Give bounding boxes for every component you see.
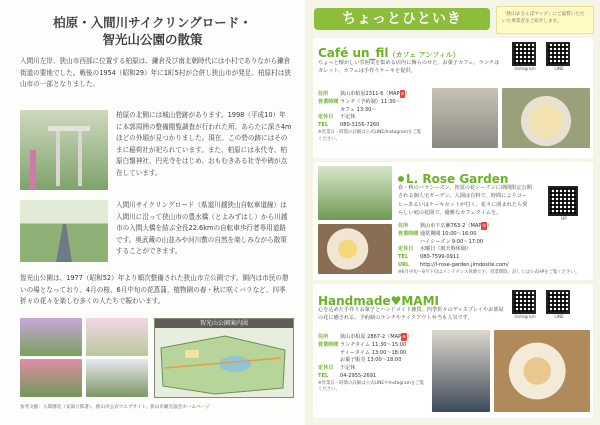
cake-set-photo	[318, 224, 392, 274]
banner-text: ちょっとひといき	[342, 11, 462, 27]
park-map	[154, 318, 294, 398]
section-banner	[314, 8, 490, 30]
shop-name: L. Rose Garden	[398, 168, 508, 187]
qr-line[interactable]: LINE	[546, 42, 572, 71]
park-photo	[86, 359, 148, 397]
lunch-plate-photo	[494, 330, 590, 412]
qr-instagram[interactable]: Instagram	[512, 42, 538, 71]
cherry-photo	[86, 318, 148, 356]
title-line-1: 柏原・入間川サイクリングロード・	[53, 15, 252, 30]
garden-photo	[318, 166, 392, 220]
page-title	[10, 14, 295, 48]
galette-photo	[502, 88, 590, 148]
references: 参考文献：入間郡史（安部立郎著）、狭山市公式ウエブサイト、狭山市観光協会ホームページ	[20, 405, 210, 410]
park-paragraph: 智光山公園は、1977（昭和52）年より順次整備された狭山市立公園です。園内は市民の憩いの場となっており、4月の桜、6月中旬の花菖蒲、植物園の春・秋に咲くバラなど、四季折々の花々を楽しむ多くの人たちで賑わいます。	[20, 274, 289, 306]
shop-front-photo	[432, 330, 490, 412]
castle-paragraph: 柏原の北側には城山砦跡があります。1998（平成10）年に本郭周囲の整備閲覧調査が行われた所、あらたに深さ4mほどの外堀が見つかりました。現在、この砦の跡にはそのまに稲荷社が祀られています。また、柏原には永代寺、柏原白鬚神社、円光寺をはじめ、おもむきある社寺や碑が点在しています。	[116, 111, 292, 177]
qr-line[interactable]: LINE	[546, 290, 572, 319]
intro-paragraph: 入間川左岸、狭山市西部に位置する柏原は、鎌倉及び南北朝時代には小村でありながら鎌倉街道の要地でした。戦後の1954（昭和29）年に1町5村が合併し狭山市が発足、柏原村は狭山市の一部となりました。	[20, 57, 291, 89]
cycling-paragraph: 入間川サイクリングロード（県道川越狭山自転車道線）は入間川に沿って狭山市の豊水橋（とよみずはし）から川越市の入間大橋を結ぶ全長22.6kmの自転車歩行者専用道路です。奥武蔵の山並みや河川敷の自然を楽しみながら散策することができます。	[116, 201, 288, 256]
rose-photo	[20, 359, 82, 397]
shop-description: ちょっと懐かしい雰囲気を集める店内に飾らのせた、お菓子カフェ。ランチはガレット、カフェは手作りケーキを提供。	[318, 60, 500, 75]
shop-description: 心を込めた手作りお菓子とハンドメイド雑貨。四季折々のディスプレイやお部屋の花に癒される。予約制のランチやテイクアウト弁当も人気です。	[318, 307, 504, 322]
road-illustration	[20, 200, 108, 262]
torii-illustration	[20, 110, 108, 190]
shop-name: Café un_fil（カフェ アンフィル）	[318, 46, 460, 60]
cycling-road-photo	[20, 200, 108, 262]
shop-info: 住所 狭山市下広瀬763-2（MAP③） 営業時間 通常期間 10:00〜16:00 ハイシーズン 9:00〜17:00 定休日 水曜日（雨天時休園） TEL 080-7599-0911 URL http://l-rose-garden.jimdosite.com/ ※6月中旬〜9月下旬はメンテナンス休園です。営業期間、詳しくは公式HPをご覧ください。	[398, 223, 580, 275]
shop-info: 住所 狭山市柏原2311-6（MAP②） 営業時間 ランチ（予約制）11:30〜 カフェ 13:30〜 定休日 不定休 TEL 080-3156-7260 ※営業日・時間の詳細は公式LINE/Instagramをご覧ください。	[318, 91, 422, 142]
iris-photo	[20, 318, 82, 356]
shrine-photo	[20, 110, 108, 190]
title-line-2: 智光山公園の散策	[102, 32, 203, 47]
qr-instagram[interactable]: Instagram	[512, 290, 538, 319]
sponsor-note: 「狭山まさんぽマップ」にご協賛いただいた事業者をご紹介します。	[496, 6, 594, 34]
map-illustration	[155, 328, 293, 397]
shop-name: Handmade♥MAMI	[318, 294, 439, 308]
map-title: 智光山公園案内図	[155, 319, 293, 328]
cafe-building-photo	[432, 88, 498, 148]
shop-description: 春・秋のバラシーズン、初夏の花シーズンに期間限定公開される個人宅ガーデン。入園は有料で、時間によりコーヒーあるいはケーキセットが付く。花々に囲まれたら愛らしい庭の花園で、優雅なカフェタイムを。	[398, 185, 532, 216]
shop-info: 住所 狭山市柏原 2867-2（MAP④） 営業時間 ランチタイム 11:30〜15:00 ティータイム 13:00〜18:00 お菓子販売 13:00〜18:00 定休日 不定休 TEL 04-2955-2691 ※営業日・時間の詳細は公式LINEやInstagramをご覧ください。	[318, 334, 425, 393]
qr-hp[interactable]: HP	[548, 186, 580, 221]
